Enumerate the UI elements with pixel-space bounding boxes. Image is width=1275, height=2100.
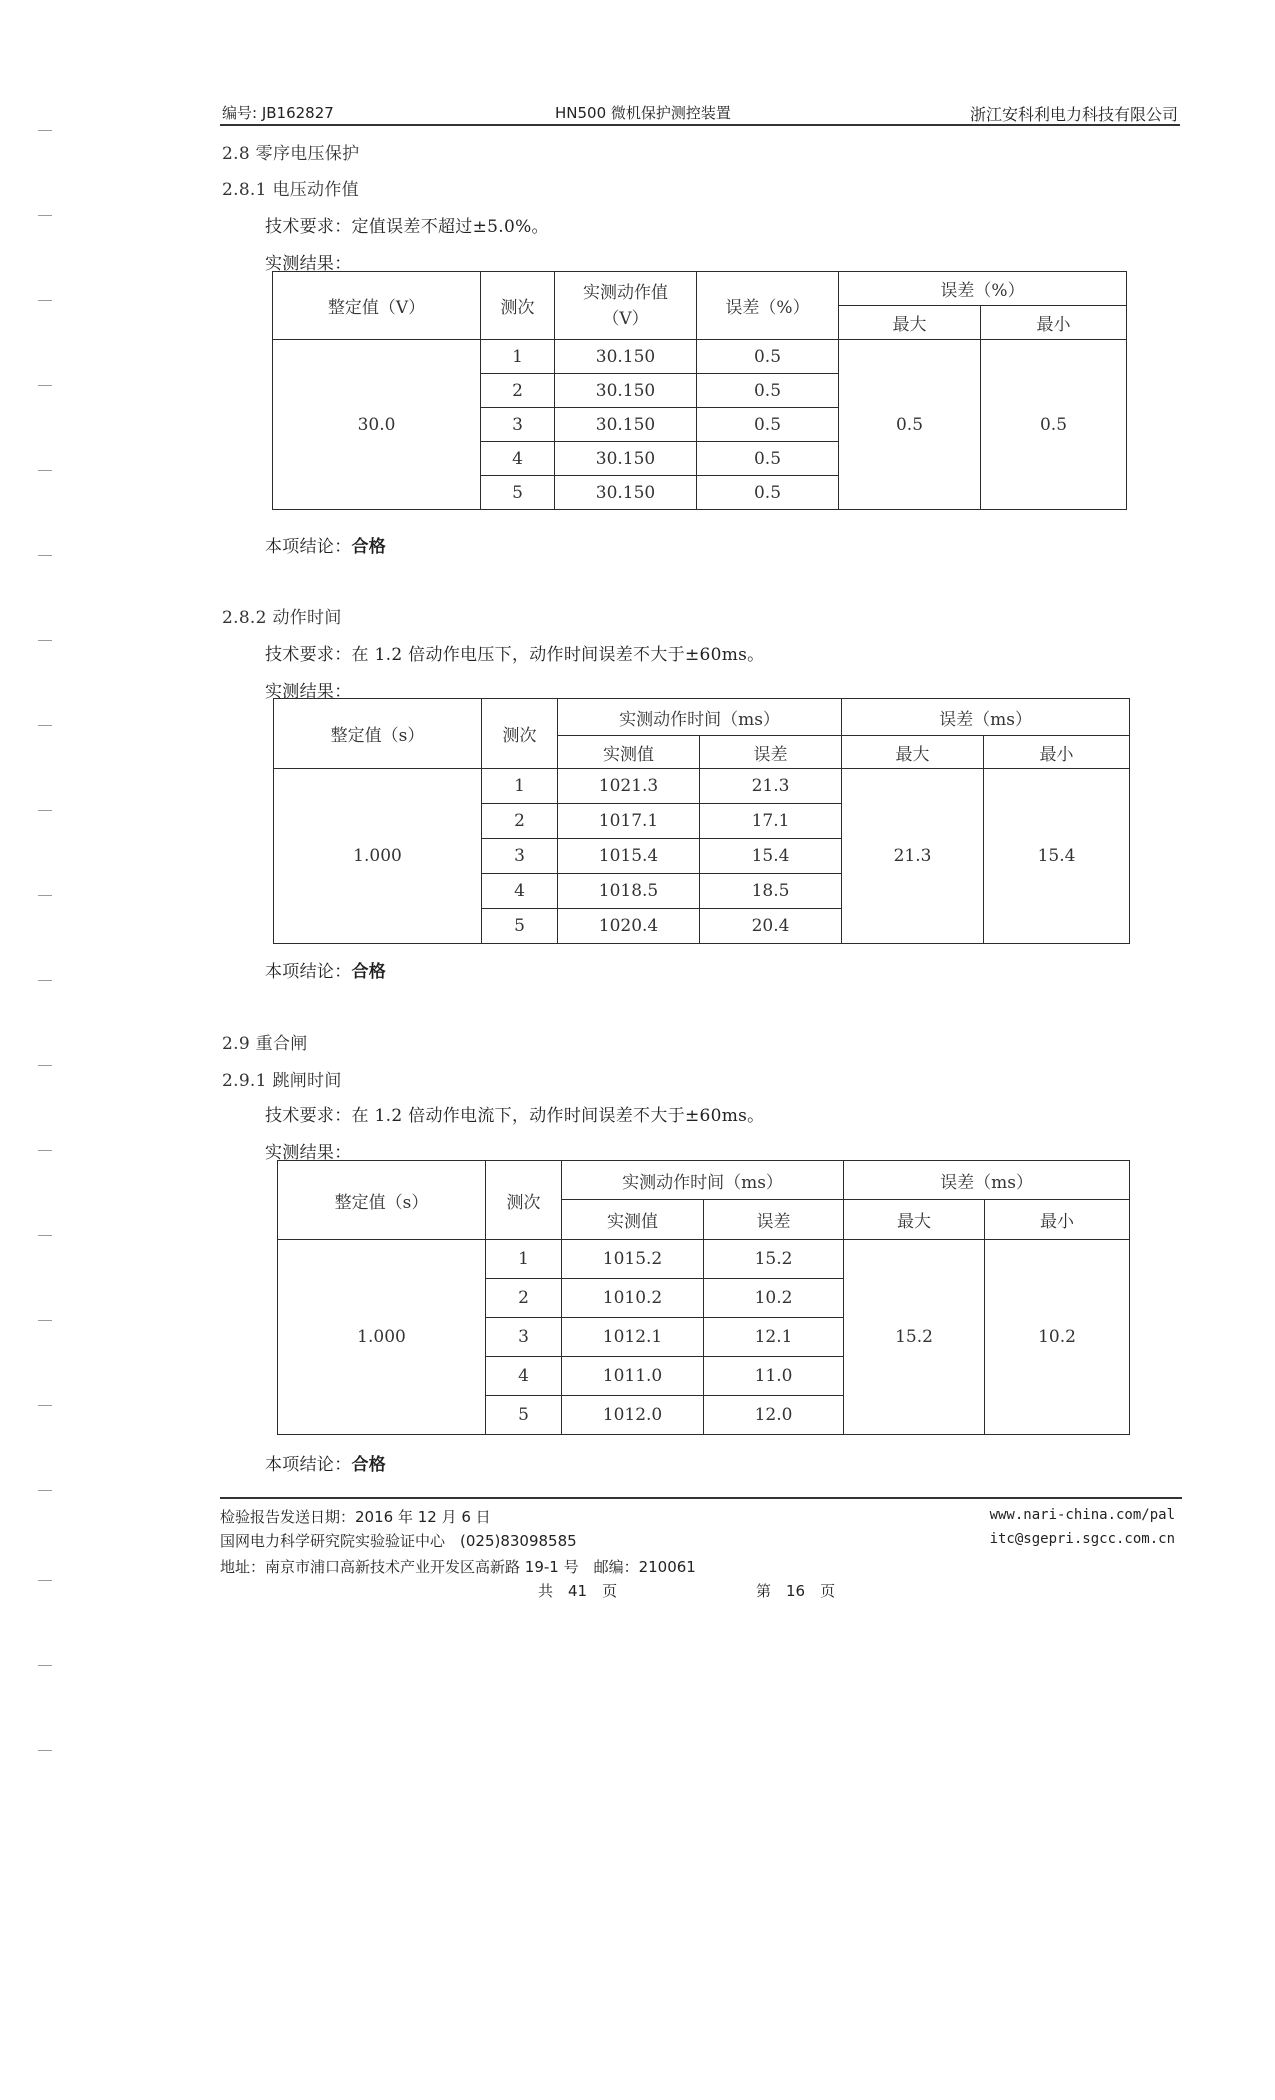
margin-mark <box>38 470 52 471</box>
measured-cell: 1010.2 <box>562 1279 704 1318</box>
conclusion-value: 合格 <box>351 1455 387 1475</box>
results-label-2-9-1: 实测结果： <box>265 1143 352 1163</box>
header-min: 最小 <box>985 1200 1130 1240</box>
margin-mark <box>38 1750 52 1751</box>
table-row <box>273 340 1127 374</box>
margin-mark <box>38 385 52 386</box>
setting-value: 1.000 <box>274 769 482 944</box>
error-min-value: 0.5 <box>981 340 1127 510</box>
count-cell: 5 <box>486 1396 562 1435</box>
error-min-value: 10.2 <box>985 1240 1130 1435</box>
measured-cell: 1020.4 <box>558 909 700 944</box>
conclusion-value: 合格 <box>351 537 387 557</box>
error-cell: 18.5 <box>700 874 842 909</box>
header-max: 最大 <box>842 736 984 769</box>
company-name: 浙江安科利电力科技有限公司 <box>969 105 1178 124</box>
measured-cell: 1018.5 <box>558 874 700 909</box>
address: 地址：南京市浦口高新技术产业开发区高新路 19-1 号 邮编：210061 <box>220 1558 696 1576</box>
error-cell: 10.2 <box>704 1279 844 1318</box>
setting-value: 30.0 <box>273 340 481 510</box>
conclusion-label: 本项结论： <box>265 962 352 982</box>
measured-cell: 1021.3 <box>558 769 700 804</box>
conclusion-value: 合格 <box>351 962 387 982</box>
test-center: 国网电力科学研究院实验验证中心 (025)83098585 <box>220 1532 577 1550</box>
error-cell: 21.3 <box>700 769 842 804</box>
measured-cell: 1017.1 <box>558 804 700 839</box>
count-cell: 1 <box>482 769 558 804</box>
page-header <box>222 102 1178 124</box>
header-max: 最大 <box>839 306 981 340</box>
conclusion-label: 本项结论： <box>265 537 352 557</box>
margin-mark <box>38 1065 52 1066</box>
count-cell: 2 <box>486 1279 562 1318</box>
header-measured-line2: （V） <box>602 308 649 329</box>
error-max-value: 0.5 <box>839 340 981 510</box>
error-cell: 0.5 <box>697 374 839 408</box>
measured-cell: 30.150 <box>555 408 697 442</box>
header-measured: 实测值 <box>558 736 700 769</box>
header-count: 测次 <box>486 1161 562 1240</box>
error-cell: 0.5 <box>697 442 839 476</box>
header-measured-line1: 实测动作值 <box>583 282 668 303</box>
header-time-group: 实测动作时间（ms） <box>562 1161 844 1200</box>
margin-mark <box>38 1235 52 1236</box>
header-setting: 整定值（s） <box>278 1161 486 1240</box>
measured-cell: 1015.4 <box>558 839 700 874</box>
margin-mark <box>38 810 52 811</box>
header-measured <box>555 272 697 340</box>
website-link[interactable]: www.nari-china.com/pal <box>989 1507 1175 1523</box>
header-setting: 整定值（V） <box>273 272 481 340</box>
error-cell: 15.2 <box>704 1240 844 1279</box>
error-max-value: 15.2 <box>844 1240 985 1435</box>
total-pages: 共 41 页 <box>538 1582 618 1600</box>
count-cell: 5 <box>482 909 558 944</box>
margin-mark <box>38 1150 52 1151</box>
measured-cell: 1011.0 <box>562 1357 704 1396</box>
results-table-2-8-1 <box>272 271 1127 510</box>
section-title-2-8: 2.8 零序电压保护 <box>222 144 360 164</box>
header-time-group: 实测动作时间（ms） <box>558 699 842 736</box>
section-title-2-8-2: 2.8.2 动作时间 <box>222 608 342 628</box>
count-cell: 3 <box>486 1318 562 1357</box>
error-cell: 0.5 <box>697 476 839 510</box>
error-max-value: 21.3 <box>842 769 984 944</box>
error-cell: 17.1 <box>700 804 842 839</box>
header-measured: 实测值 <box>562 1200 704 1240</box>
error-cell: 0.5 <box>697 408 839 442</box>
error-cell: 0.5 <box>697 340 839 374</box>
margin-mark <box>38 1580 52 1581</box>
header-min: 最小 <box>984 736 1130 769</box>
error-cell: 20.4 <box>700 909 842 944</box>
results-table-2-9-1 <box>277 1160 1130 1435</box>
margin-mark <box>38 1490 52 1491</box>
error-cell: 15.4 <box>700 839 842 874</box>
count-cell: 4 <box>486 1357 562 1396</box>
header-divider <box>220 124 1180 126</box>
results-table-2-8-2 <box>273 698 1130 944</box>
error-cell: 11.0 <box>704 1357 844 1396</box>
measured-cell: 30.150 <box>555 340 697 374</box>
header-error-group: 误差（ms） <box>842 699 1130 736</box>
header-error-group: 误差（%） <box>839 272 1127 306</box>
requirement-2-8-2: 技术要求：在 1.2 倍动作电压下，动作时间误差不大于±60ms。 <box>265 645 765 665</box>
results-label-2-8-1: 实测结果： <box>265 254 352 274</box>
header-min: 最小 <box>981 306 1127 340</box>
section-title-2-9: 2.9 重合闸 <box>222 1034 308 1054</box>
count-cell: 1 <box>481 340 555 374</box>
product-name: HN500 微机保护测控装置 <box>555 104 731 122</box>
header-count: 测次 <box>482 699 558 769</box>
margin-mark <box>38 215 52 216</box>
requirement-2-8-1: 技术要求：定值误差不超过±5.0%。 <box>265 217 549 237</box>
doc-number: 编号: JB162827 <box>222 104 334 122</box>
results-label-2-8-2: 实测结果： <box>265 682 352 702</box>
table-row <box>274 769 1130 804</box>
header-max: 最大 <box>844 1200 985 1240</box>
margin-mark <box>38 980 52 981</box>
count-cell: 5 <box>481 476 555 510</box>
error-cell: 12.1 <box>704 1318 844 1357</box>
margin-mark <box>38 725 52 726</box>
measured-cell: 30.150 <box>555 442 697 476</box>
count-cell: 2 <box>482 804 558 839</box>
section-title-2-8-1: 2.8.1 电压动作值 <box>222 180 359 200</box>
conclusion-2-9-1 <box>265 1450 386 1475</box>
conclusion-label: 本项结论： <box>265 1455 352 1475</box>
header-error-group: 误差（ms） <box>844 1161 1130 1200</box>
margin-mark <box>38 895 52 896</box>
setting-value: 1.000 <box>278 1240 486 1435</box>
conclusion-2-8-1 <box>265 532 386 557</box>
header-error: 误差（%） <box>697 272 839 340</box>
measured-cell: 1012.1 <box>562 1318 704 1357</box>
measured-cell: 1012.0 <box>562 1396 704 1435</box>
count-cell: 1 <box>486 1240 562 1279</box>
measured-cell: 30.150 <box>555 476 697 510</box>
header-count: 测次 <box>481 272 555 340</box>
table-row <box>278 1240 1130 1279</box>
margin-mark <box>38 1405 52 1406</box>
margin-mark <box>38 1665 52 1666</box>
margin-mark <box>38 300 52 301</box>
measured-cell: 1015.2 <box>562 1240 704 1279</box>
page-number: 第 16 页 <box>756 1582 836 1600</box>
count-cell: 2 <box>481 374 555 408</box>
conclusion-2-8-2 <box>265 957 386 982</box>
measured-cell: 30.150 <box>555 374 697 408</box>
section-title-2-9-1: 2.9.1 跳闸时间 <box>222 1071 342 1091</box>
margin-mark <box>38 640 52 641</box>
email-link[interactable]: itc@sgepri.sgcc.com.cn <box>989 1531 1175 1547</box>
error-min-value: 15.4 <box>984 769 1130 944</box>
count-cell: 4 <box>482 874 558 909</box>
header-setting: 整定值（s） <box>274 699 482 769</box>
footer-divider <box>220 1497 1182 1499</box>
count-cell: 3 <box>481 408 555 442</box>
margin-mark <box>38 130 52 131</box>
error-cell: 12.0 <box>704 1396 844 1435</box>
margin-mark <box>38 1320 52 1321</box>
header-error: 误差 <box>700 736 842 769</box>
header-error: 误差 <box>704 1200 844 1240</box>
count-cell: 3 <box>482 839 558 874</box>
margin-mark <box>38 555 52 556</box>
send-date: 检验报告发送日期：2016 年 12 月 6 日 <box>220 1508 491 1526</box>
requirement-2-9-1: 技术要求：在 1.2 倍动作电流下，动作时间误差不大于±60ms。 <box>265 1106 765 1126</box>
count-cell: 4 <box>481 442 555 476</box>
